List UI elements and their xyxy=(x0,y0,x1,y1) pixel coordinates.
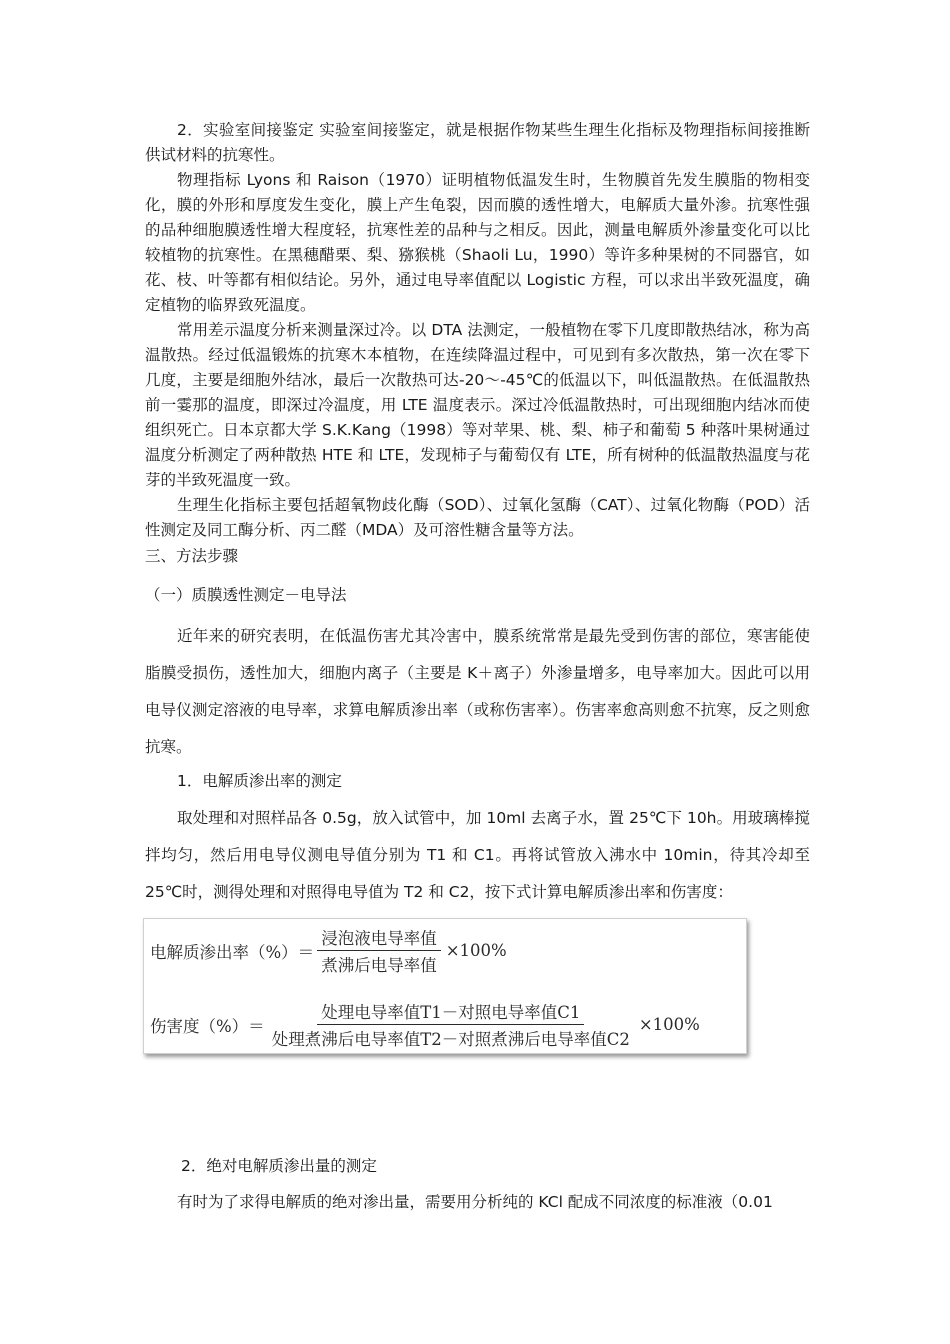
formula-1-fraction xyxy=(317,925,441,976)
section-2-lab-paragraph: 2．实验室间接鉴定 实验室间接鉴定，就是根据作物某些生理生化指标及物理指标间接推断供试材料的抗寒性。 xyxy=(145,121,810,164)
formula-1-denominator: 煮沸后电导率值 xyxy=(321,956,437,975)
biochem-indicators-paragraph: 生理生化指标主要包括超氧物歧化酶（SOD）、过氧化氢酶（CAT）、过氧化物酶（POD）活性测定及同工酶分析、丙二醛（MDA）及可溶性糖含量等方法。 xyxy=(145,496,810,539)
formula-2-numerator: 处理电导率值T1－对照电导率值C1 xyxy=(317,999,584,1025)
subsection-1-heading: （一）质膜透性测定－电导法 xyxy=(145,586,347,604)
injury-degree-formula xyxy=(150,999,700,1050)
formula-1-numerator: 浸泡液电导率值 xyxy=(317,925,441,951)
dta-paragraph: 常用差示温度分析来测量深过冷。以 DTA 法测定，一般植物在零下几度即散热结冰，称为高温散热。经过低温锻炼的抗寒木本植物，在连续降温过程中，可见到有多次散热，第一次在零下几度，主要是细胞外结冰，最后一次散热可达-20～-45℃的低温以下，叫低温散热。在低温散热前一霎那的温度，即深过冷温度，用 LTE 温度表示。深过冷低温散热时，可出现细胞内结冰而使组织死亡。日本京都大学 S.K.Kang（1998）等对苹果、桃、梨、柿子和葡萄 5 种落叶果树通过温度分析测定了两种散热 HTE 和 LTE，发现柿子与葡萄仅有 LTE，所有树种的低温散热温度与花芽的半致死温度一致。 xyxy=(145,321,810,489)
step-1-heading: 1．电解质渗出率的测定 xyxy=(177,772,342,790)
step-2-heading: 2．绝对电解质渗出量的测定 xyxy=(181,1157,377,1175)
membrane-paragraph: 近年来的研究表明，在低温伤害尤其冷害中，膜系统常常是最先受到伤害的部位，寒害能使脂膜受损伤，透性加大，细胞内离子（主要是 K＋离子）外渗量增多，电导率加大。因此可以用电导仪测定溶液的电导率，求算电解质渗出率（或称伤害率）。伤害率愈高则愈不抗寒，反之则愈抗寒。 xyxy=(145,627,810,756)
formula-2-fraction xyxy=(268,999,634,1050)
step-2-paragraph: 有时为了求得电解质的绝对渗出量，需要用分析纯的 KCl 配成不同浓度的标准液（0.01 xyxy=(177,1193,773,1211)
formula-1-label: 电解质渗出率（%）＝ xyxy=(150,942,315,962)
physical-indicators-paragraph: 物理指标 Lyons 和 Raison（1970）证明植物低温发生时，生物膜首先发生膜脂的物相变化，膜的外形和厚度发生变化，膜上产生龟裂，因而膜的透性增大，电解质大量外渗。抗寒性强的品种细胞膜透性增大程度轻，抗寒性差的品种与之相反。因此，测量电解质外渗量变化可以比较植物的抗寒性。在黑穗醋栗、梨、猕猴桃（Shaoli Lu，1990）等许多种果树的不同器官，如花、枝、叶等都有相似结论。另外，通过电导率值配以 Logistic 方程，可以求出半致死温度，确定植物的临界致死温度。 xyxy=(145,171,810,314)
formula-1-multiplier: ×100% xyxy=(445,941,507,960)
formula-2-denominator: 处理煮沸后电导率值T2－对照煮沸后电导率值C2 xyxy=(271,1030,630,1049)
step-1-paragraph: 取处理和对照样品各 0.5g，放入试管中，加 10ml 去离子水，置 25℃下 10h。用玻璃棒搅拌均匀，然后用电导仪测电导值分别为 T1 和 C1。再将试管放入沸水中 10min，待其冷却至 25℃时，测得处理和对照得电导值为 T2 和 C2，按下式计算电解质渗出率和伤害度： xyxy=(145,809,810,901)
electrolyte-leakage-formula xyxy=(150,925,507,976)
formula-2-label: 伤害度（%）＝ xyxy=(150,1016,265,1036)
section-3-heading: 三、方法步骤 xyxy=(145,547,239,565)
formula-image xyxy=(143,918,747,1054)
formula-2-multiplier: ×100% xyxy=(638,1015,700,1034)
